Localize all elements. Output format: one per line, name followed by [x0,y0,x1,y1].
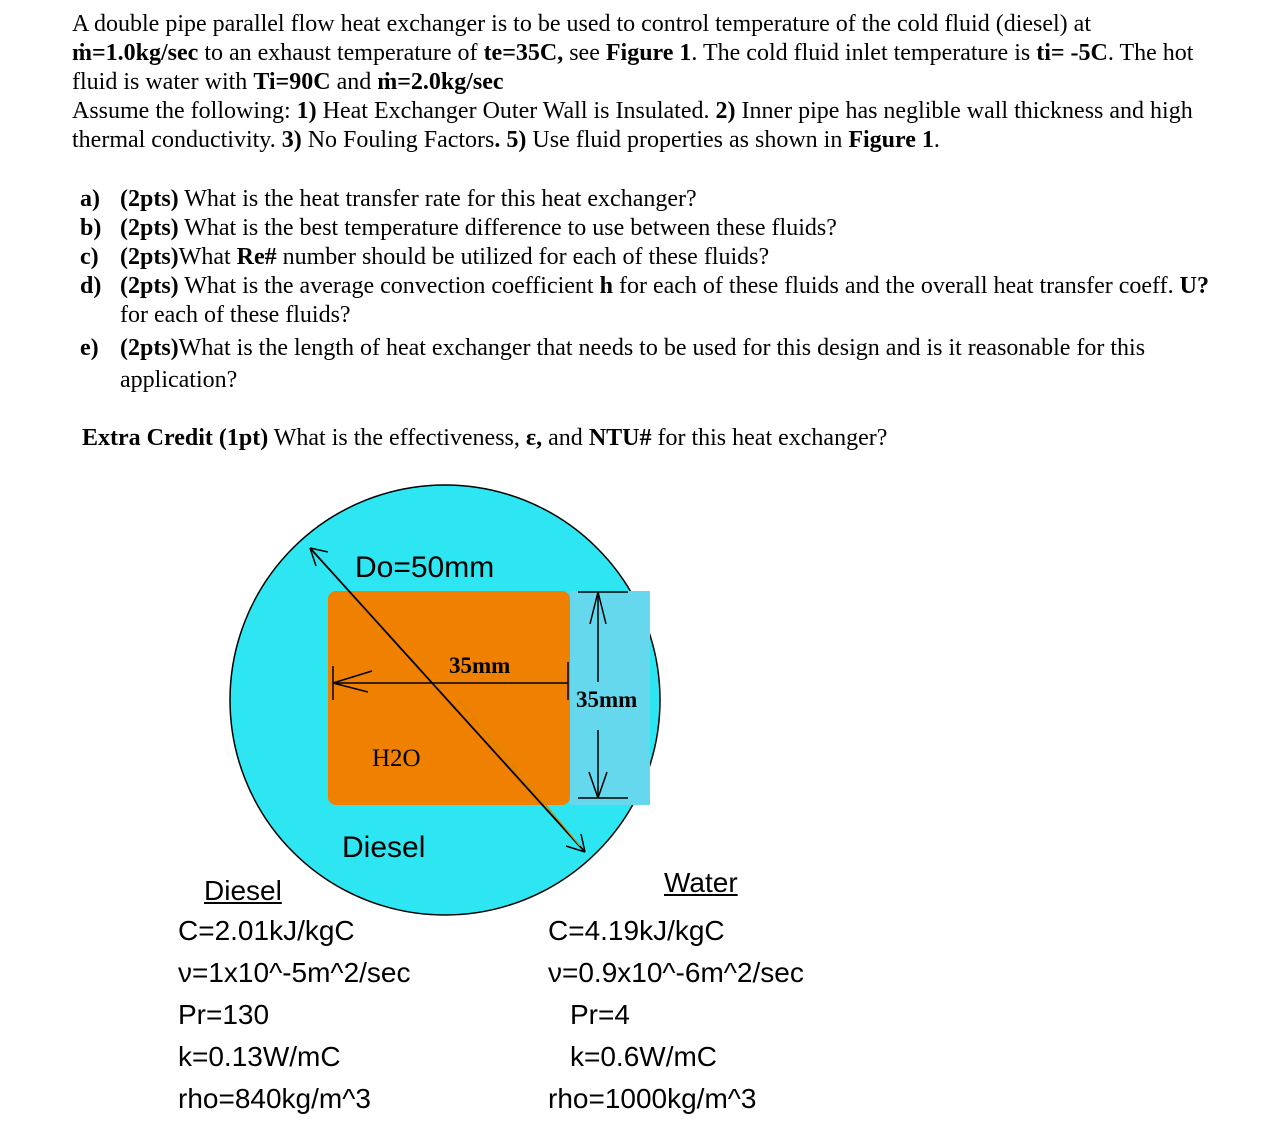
hot-mass-flow: ṁ=2.0kg/sec [377,69,504,95]
figure-ref: Figure 1 [605,40,692,66]
hot-inlet-temp: Ti=90C [253,69,331,95]
water-properties [548,867,804,1125]
outer-diameter-label: Do=50mm [355,551,495,584]
exhaust-temp: te=35C, [483,40,564,66]
diesel-conductivity: k=0.13W/mC [178,1041,341,1072]
cold-inlet-temp: ti= -5C [1036,40,1108,66]
water-viscosity: ν=0.9x10^-6m^2/sec [548,957,804,988]
diesel-specific-heat: C=2.01kJ/kgC [178,915,355,946]
question-e: e) (2pts)What is the length of heat exchanger that needs to be used for this design and is it reasonable for this application? [80,335,1146,393]
cold-mass-flow: ṁ=1.0kg/sec [72,40,199,66]
water-specific-heat: C=4.19kJ/kgC [548,915,725,946]
water-prandtl: Pr=4 [570,999,630,1030]
diesel-properties [178,875,411,1125]
water-density: rho=1000kg/m^3 [548,1083,757,1114]
inner-fluid-label: H2O [372,745,421,772]
extra-credit: Extra Credit (1pt) What is the effectiveness, ε, and NTU# for this heat exchanger? [82,425,888,451]
question-d: d) (2pts) What is the average convection coefficient h for each of these fluids and the overall heat transfer coeff. U? for each of these fluids? [80,273,1209,328]
intro-line-1: A double pipe parallel flow heat exchanger is to be used to control temperature of the cold fluid (diesel) at [72,11,1091,37]
question-c: c) (2pts)What Re# number should be utilized for each of these fluids? [80,244,770,270]
inner-height-label: 35mm [576,687,638,712]
assume-line-1: Assume the following: 1) Heat Exchanger Outer Wall is Insulated. 2) Inner pipe has neglible wall thickness and high [72,98,1193,124]
intro-line-3: fluid is water with Ti=90C and ṁ=2.0kg/sec [72,69,504,95]
diesel-viscosity: ν=1x10^-5m^2/sec [178,957,411,988]
question-b: b) (2pts) What is the best temperature difference to use between these fluids? [80,215,837,241]
intro-line-2: ṁ=1.0kg/sec to an exhaust temperature of te=35C, see Figure 1. The cold fluid inlet temperature is ti= -5C. The hot [72,40,1194,66]
annulus-fluid-label: Diesel [342,831,426,864]
water-conductivity: k=0.6W/mC [570,1041,718,1072]
diesel-density: rho=840kg/m^3 [178,1083,371,1114]
inner-width-label: 35mm [449,653,511,678]
assume-line-2: thermal conductivity. 3) No Fouling Factors. 5) Use fluid properties as shown in Figure 1. [72,127,940,153]
diesel-title: Diesel [204,875,282,906]
water-title: Water [664,867,738,898]
question-a: a) (2pts) What is the heat transfer rate for this heat exchanger? [80,186,697,212]
diesel-prandtl: Pr=130 [178,999,270,1030]
inner-pipe [328,591,570,805]
